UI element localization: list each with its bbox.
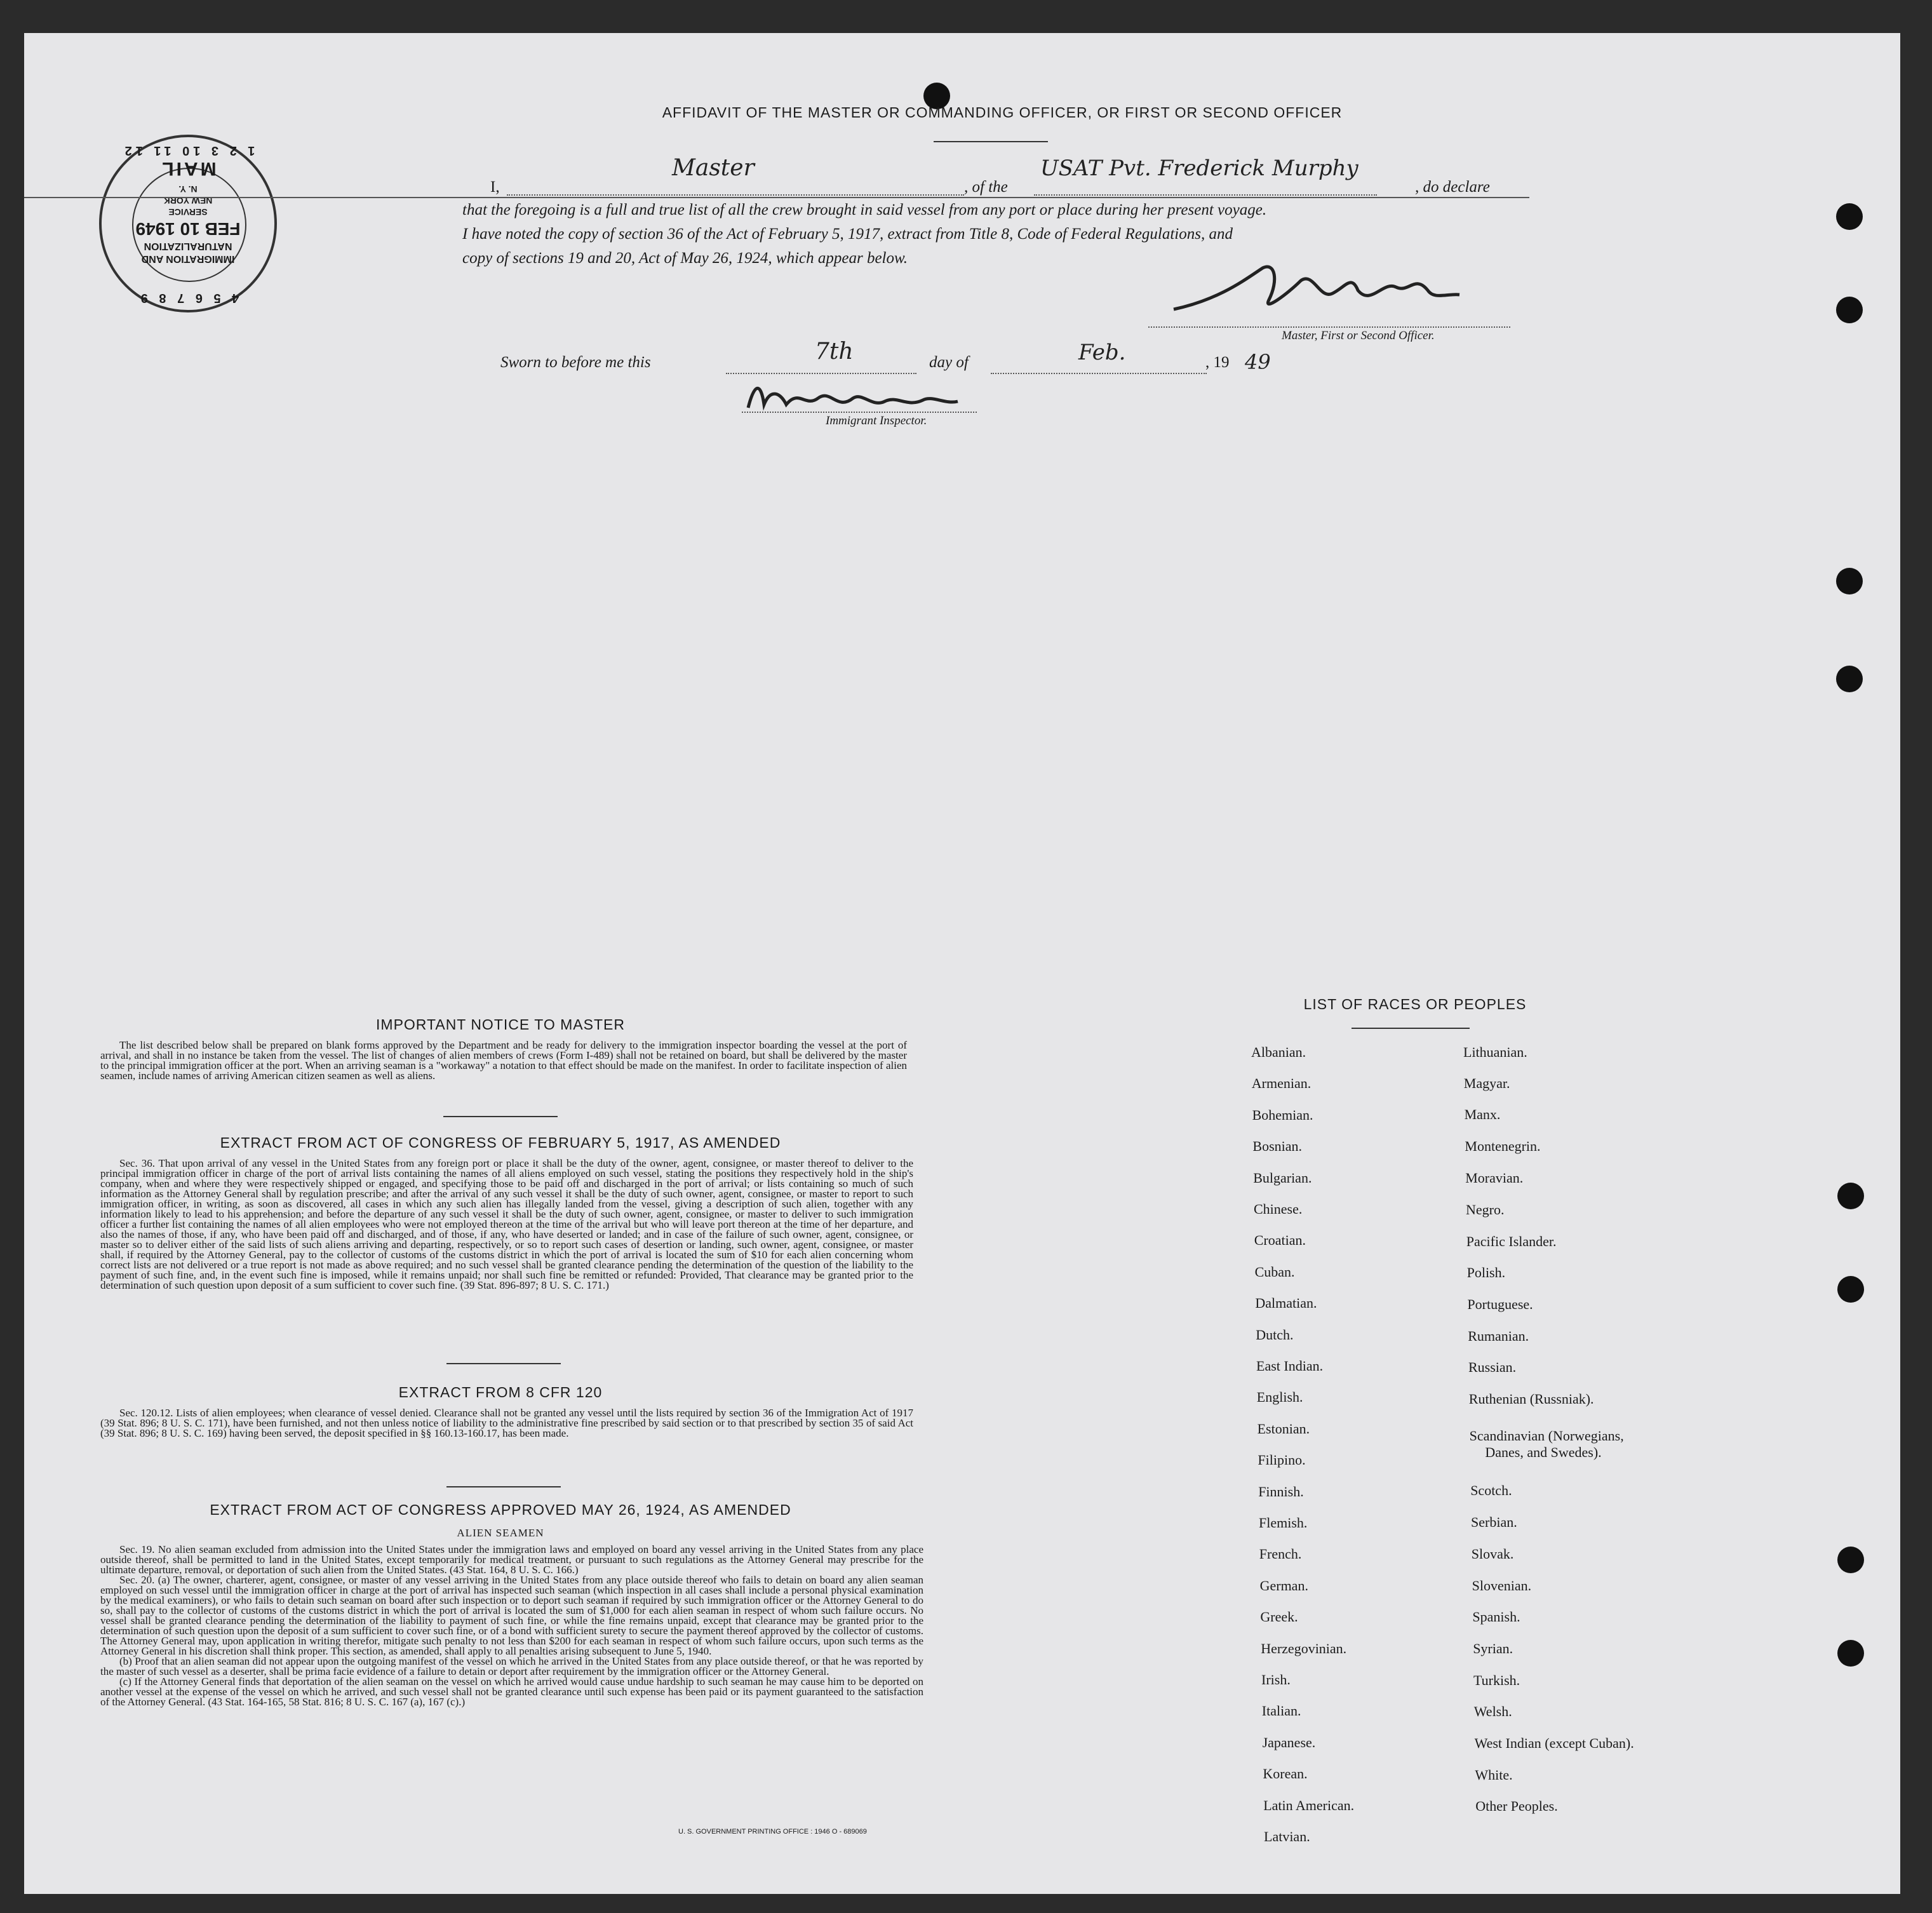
race-item: Russian.: [1468, 1359, 1517, 1375]
race-item: Portuguese.: [1467, 1296, 1533, 1312]
section-rule: [446, 1363, 561, 1364]
race-item: Latvian.: [1264, 1829, 1310, 1844]
race-item: Negro.: [1466, 1202, 1505, 1218]
race-item: Latin American.: [1263, 1797, 1355, 1813]
race-item: French.: [1259, 1546, 1302, 1562]
affidavit-line-1: I, Master , of the USAT Pvt. Frederick Murphy , do declare: [490, 155, 1490, 196]
race-item: English.: [1256, 1389, 1303, 1406]
race-item: Croatian.: [1254, 1232, 1306, 1249]
affidavit-title: AFFIDAVIT OF THE MASTER OR COMMANDING OFFICER, OR FIRST OR SECOND OFFICER: [662, 104, 1343, 121]
race-item: White.: [1475, 1767, 1513, 1783]
race-item: Dutch.: [1256, 1326, 1294, 1343]
punch-hole-icon: [1836, 297, 1863, 323]
affidavit-line-2: that the foregoing is a full and true list of all the crew brought in said vessel from any port or place during her present voyage.: [462, 201, 1267, 218]
race-item: Estonian.: [1257, 1420, 1310, 1437]
race-item: Bohemian.: [1252, 1106, 1313, 1123]
race-item: Magyar.: [1463, 1075, 1510, 1091]
punch-hole-icon: [1836, 203, 1863, 230]
stamp-numbers-bottom: 1 2 3 10 11 12: [121, 144, 255, 158]
handwritten-month: Feb.: [1078, 340, 1126, 365]
sworn-line: Sworn to before me this 7th day of Feb. , 19 49: [500, 339, 1271, 374]
race-item: Spanish.: [1472, 1609, 1520, 1625]
race-item: Danes, and Swedes).: [1485, 1444, 1602, 1460]
inspector-caption: Immigrant Inspector.: [826, 414, 927, 427]
handwritten-vessel-name: USAT Pvt. Frederick Murphy: [1040, 156, 1358, 181]
stamp-numbers-top: 4 5 6 7 8 9: [137, 291, 239, 305]
race-item: Slovak.: [1471, 1546, 1514, 1562]
race-item: Slovenian.: [1472, 1578, 1532, 1594]
race-item: Armenian.: [1251, 1075, 1311, 1092]
affidavit-line-4: copy of sections 19 and 20, Act of May 26, 1924, which appear below.: [462, 250, 908, 267]
race-item: Scotch.: [1470, 1482, 1512, 1498]
race-item: Bulgarian.: [1253, 1169, 1312, 1186]
race-item: Dalmatian.: [1255, 1295, 1317, 1312]
stamp-line5: N. Y.: [178, 184, 198, 194]
race-item: Scandinavian (Norwegians,: [1469, 1428, 1624, 1444]
race-item: Filipino.: [1258, 1452, 1306, 1468]
race-item: Other Peoples.: [1475, 1798, 1558, 1814]
alien-seamen-subtitle: ALIEN SEAMEN: [457, 1527, 544, 1539]
race-item: Korean.: [1263, 1766, 1308, 1782]
race-item: Welsh.: [1473, 1703, 1512, 1719]
race-item: Irish.: [1261, 1672, 1291, 1688]
race-item: Chinese.: [1254, 1201, 1303, 1217]
race-item: Finnish.: [1258, 1483, 1304, 1500]
race-item: Syrian.: [1473, 1641, 1513, 1656]
stamp-word: MAIL: [159, 158, 217, 179]
cfr-body: Sec. 120.12. Lists of alien employees; when clearance of vessel denied. Clearance shall not be granted any vessel until the lists required by section 36 of the Immigration Act of 1917 (39 Stat. 896; 8 U. S. C. 171), have been furnished, and not then unless notice of liability to the administrative fine prescribed by said section or to that prescribed by section 35 of said Act (39 Stat. 896; 8 U. S. C. 169) having been served, the deposit specified in §§ 160.13-160.17, has been made.: [100, 1407, 913, 1439]
extract-1917-body: Sec. 36. That upon arrival of any vessel in the United States from any foreign port or place it shall be the duty of the owner, agent, consignee, or master thereof to deliver to the principal immigration officer in charge of the port of arrival lists containing the names of all aliens employed on such vessel, stating the positions they respectively hold in the ship's company, when and where they were respectively shipped or engaged, and specifying those to be paid off and discharged in the port of arrival; or lists containing so much of such information as the Attorney General shall by regulation prescribe; and after the arrival of any such vessel it shall be the duty of such owner, agent, consignee, or master to report to such immigration officer, in writing, as soon as discovered, all cases in which any such alien has illegally landed from the vessel, giving a description of such alien, together with any information likely to lead to his apprehension; and before the departure of any such vessel it shall be the duty of such owner, agent, consignee, or master to deliver to such immigration officer a further list containing the names of all alien employees who were not employed thereon at the time of the arrival but who will leave port thereon at the time of her departure, and also the names of those, if any, who have been paid off and discharged, and of those, if any, who have deserted or landed; and in case of the failure of such owner, agent, consignee, or master so to deliver either of the said lists of such aliens arriving and departing, respectively, or so to report such cases of desertion or landing, such owner, agent, consignee, or master shall, if required by the Attorney General, pay to the collector of customs of the customs district in which the port of arrival is located the sum of $10 for each alien concerning whom correct lists are not delivered or a true report is not made as above required; and no such vessel shall be granted clearance pending the determination of the question of the liability to the payment of such fine, and, in the event such fine is imposed, while it remains unpaid; nor shall such fine be remitted or refunded: Provided, That clearance may be granted prior to the determination of such question upon deposit of a sum sufficient to cover such fine. (39 Stat. 896-897; 8 U. S. C. 171.): [100, 1158, 913, 1291]
punch-hole-icon: [1837, 1547, 1864, 1573]
affidavit-line-3: I have noted the copy of section 36 of the Act of February 5, 1917, extract from Title 8, Code of Federal Regulations, and: [462, 225, 1233, 243]
notice-body: The list described below shall be prepared on blank forms approved by the Department and be ready for delivery to the immigration inspector boarding the vessel at the port of arrival, and shall in no instance be taken from the vessel. The list of changes of alien members of crews (Form I-489) shall not be retained on board, but shall be delivered by the master to the principal immigration officer at the port. When an arriving seaman is a "workaway" a notation to that effect should be made on the manifest. In order to facilitate inspection of alien seamen, include names of arriving American citizen seamen as well as aliens.: [100, 1039, 907, 1082]
race-item: Manx.: [1464, 1106, 1501, 1122]
punch-hole-icon: [1837, 1183, 1864, 1209]
race-item: Flemish.: [1259, 1515, 1308, 1531]
race-item: Bosnian.: [1252, 1138, 1303, 1155]
race-item: Rumanian.: [1468, 1328, 1529, 1344]
race-item: German.: [1259, 1577, 1308, 1594]
punch-hole-icon: [1836, 666, 1863, 692]
master-caption: Master, First or Second Officer.: [1282, 329, 1435, 342]
race-item: Montenegrin.: [1465, 1138, 1541, 1154]
race-item: Herzegovinian.: [1261, 1640, 1347, 1656]
extract-1924-body: Sec. 19. No alien seaman excluded from admission into the United States under the immigration laws and employed on board any vessel arriving in the United States from any place outside thereof, shall be permitted to land in the United States, except temporarily for medical treatment, or pursuant to such regulations as the Attorney General may prescribe for the ultimate departure, removal, or deportation of such alien from the United States. (43 Stat. 164, 8 U. S. C. 166.) Sec. 20. (a) The owner, charterer, agent, consignee, or master of any vessel arriving in the United States from any place outside thereof who fails to detain on board any alien seaman employed on such vessel until the immigration officer in charge at the port of arrival has inspected such seaman (which inspection in all cases shall include a personal physical examination by the medical examiners), or who fails to detain such seaman on board after such inspection or to deport such seaman if required by such immigration officer or the Attorney General to do so, shall pay to the collector of customs of the customs district in which the port of arrival is located the sum of $1,000 for each alien seaman in respect of whom such failure occurs. No vessel shall be granted clearance pending the determination of the liability to payment of such fine, or while the fine remains unpaid, except that clearance may be granted prior to the determination of such question upon the deposit of a sum sufficient to cover such fine, or of a bond with sufficient surety to secure the payment thereof approved by the collector of customs. The Attorney General may, upon application in writing therefor, mitigate such penalty to not less than $200 for each seaman in respect of whom such failure occurs, upon such terms as the Attorney General in his discretion shall think proper. This section, as amended, shall apply to all penalties arising subsequent to June 5, 1940. (b) Proof that an alien seaman did not appear upon the outgoing manifest of the vessel on which he arrived in the United States from any place outside thereof, or that he was reported by the master of such vessel as a deserter, shall be prima facie evidence of a failure to detain or deport after requirement by the immigration officer or the Attorney General. (c) If the Attorney General finds that deportation of the alien seaman on the vessel on which he arrived would cause undue hardship to such seaman he may cause him to be deported on another vessel at the expense of the vessel on which he arrived, and such vessel shall not be granted clearance until such expense has been paid or its payment guaranteed to the satisfaction of the Attorney General. (43 Stat. 164-165, 58 Stat. 816; 8 U. S. C. 167 (a), 167 (c).): [100, 1545, 923, 1708]
race-item: Pacific Islander.: [1466, 1233, 1557, 1249]
race-item: Italian.: [1261, 1703, 1301, 1719]
master-signature: [1167, 255, 1472, 325]
races-title: LIST OF RACES OR PEOPLES: [1303, 996, 1527, 1012]
stamp-line3: SERVICE: [168, 207, 208, 217]
section-rule: [446, 1486, 561, 1487]
race-item: Albanian.: [1251, 1044, 1306, 1060]
extract-1924-title: EXTRACT FROM ACT OF CONGRESS APPROVED MAY 26, 1924, AS AMENDED: [210, 1501, 791, 1518]
race-item: West Indian (except Cuban).: [1474, 1735, 1634, 1751]
races-rule: [1352, 1028, 1470, 1029]
punch-hole-icon: [1837, 1276, 1864, 1303]
race-item: Greek.: [1260, 1609, 1298, 1625]
race-item: Japanese.: [1262, 1734, 1316, 1750]
handwritten-day: 7th: [815, 339, 854, 365]
section-rule: [443, 1116, 558, 1117]
race-item: Ruthenian (Russniak).: [1468, 1391, 1594, 1407]
punch-hole-icon: [1836, 568, 1863, 594]
race-item: Lithuanian.: [1463, 1044, 1527, 1060]
immigration-receipt-stamp: [99, 135, 277, 312]
race-item: Moravian.: [1465, 1170, 1524, 1186]
stamp-line4: NEW YORK: [163, 196, 213, 206]
race-item: East Indian.: [1256, 1358, 1324, 1374]
race-item: Polish.: [1466, 1265, 1506, 1280]
extract-1917-title: EXTRACT FROM ACT OF CONGRESS OF FEBRUARY 5, 1917, AS AMENDED: [220, 1134, 781, 1151]
notice-title: IMPORTANT NOTICE TO MASTER: [376, 1016, 625, 1033]
handwritten-year: 49: [1245, 350, 1271, 374]
race-item: Cuban.: [1254, 1263, 1295, 1280]
printer-imprint: U. S. GOVERNMENT PRINTING OFFICE : 1946 O - 689069: [678, 1828, 867, 1836]
punch-hole-icon: [1837, 1640, 1864, 1667]
document-page: [24, 33, 1900, 1894]
race-item: Turkish.: [1473, 1672, 1520, 1688]
stamp-line2: NATURALIZATION: [144, 241, 232, 252]
handwritten-master: Master: [672, 155, 755, 181]
stamp-line1: IMMIGRATION AND: [141, 253, 235, 264]
title-rule: [934, 141, 1048, 142]
race-item: Serbian.: [1471, 1514, 1517, 1530]
stamp-date: FEB 10 1949: [135, 219, 241, 239]
cfr-title: EXTRACT FROM 8 CFR 120: [398, 1384, 603, 1400]
